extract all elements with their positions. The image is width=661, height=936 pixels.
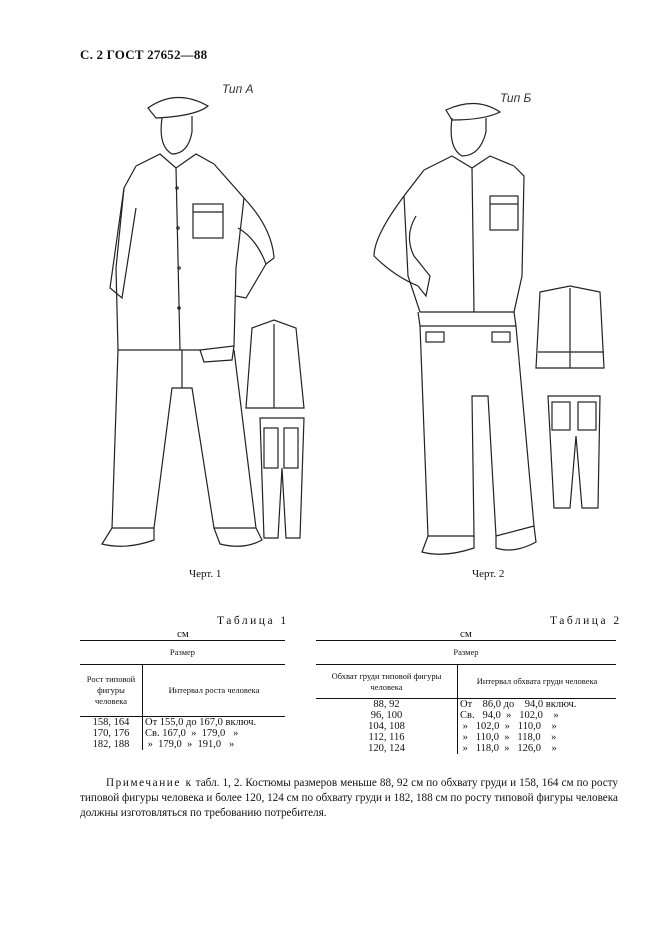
table-row [80, 739, 285, 750]
table-2-interval: От 86,0 до 94,0 включ. [458, 699, 617, 711]
table-2-title: Таблица 2 [550, 615, 622, 627]
table-1-col2-header: Интервал роста человека [143, 665, 286, 717]
table-row [80, 728, 285, 739]
table-1-unit: см [177, 628, 189, 640]
table-1-size: 170, 176 [92, 728, 130, 739]
table-2-interval: » 102,0 » 110,0 » [458, 721, 617, 732]
figure-1-caption: Черт. 1 [189, 568, 222, 580]
table-1-interval: » 179,0 » 191,0 » [143, 739, 286, 750]
figure-2-caption: Черт. 2 [472, 568, 505, 580]
figure-2-drawing [364, 96, 614, 576]
table-2-size: 120, 124 [368, 743, 405, 754]
note-text: табл. 1, 2. Костюмы размеров меньше 88, 92 см по обхвату груди и 158, 164 см по росту типовой фигуры человека и более 120, 124 см по обхвату груди и 182, 188 см по росту типовой фигуры человека должны изготовляться по требованию потребителя. [80, 777, 619, 819]
table-1 [80, 640, 285, 750]
note-lead: Примечание к [106, 777, 193, 789]
table-2-size: 112, 116 [368, 732, 405, 743]
figure-1-type-label: Тип А [222, 82, 254, 96]
note-paragraph [80, 776, 618, 821]
figure-1-drawing [96, 88, 326, 568]
table-1-interval: От 155,0 до 167,0 включ. [143, 717, 286, 729]
table-1-size: 158, 164 [80, 717, 143, 729]
table-2-size: 104, 108 [368, 721, 405, 732]
figure-2-type-label: Тип Б [500, 91, 532, 105]
table-1-header-group: Размер [80, 641, 285, 665]
table-1-size: 182, 188 [92, 739, 130, 750]
table-2-interval: » 110,0 » 118,0 » [458, 732, 617, 743]
table-row [316, 710, 616, 721]
page-header: С. 2 ГОСТ 27652—88 [80, 47, 208, 62]
table-2-col2-header: Интервал обхвата груди человека [458, 665, 617, 699]
table-2-interval: Св. 94,0 » 102,0 » [458, 710, 617, 721]
table-row [80, 717, 285, 729]
table-1-title: Таблица 1 [217, 615, 289, 627]
table-row [316, 743, 616, 754]
table-2-header-group: Размер [316, 641, 616, 665]
table-2-col1-header: Обхват груди типовой фигуры человека [316, 665, 458, 699]
table-2-unit: см [460, 628, 472, 640]
table-1-col1-header: Рост типовой фигуры человека [80, 665, 143, 717]
table-row [316, 699, 616, 711]
table-row [316, 721, 616, 732]
table-2-size: 88, 92 [316, 699, 458, 711]
table-2 [316, 640, 616, 754]
table-row [316, 732, 616, 743]
table-2-interval: » 118,0 » 126,0 » [458, 743, 617, 754]
table-1-interval: Св. 167,0 » 179,0 » [143, 728, 286, 739]
table-2-size: 96, 100 [370, 710, 403, 721]
